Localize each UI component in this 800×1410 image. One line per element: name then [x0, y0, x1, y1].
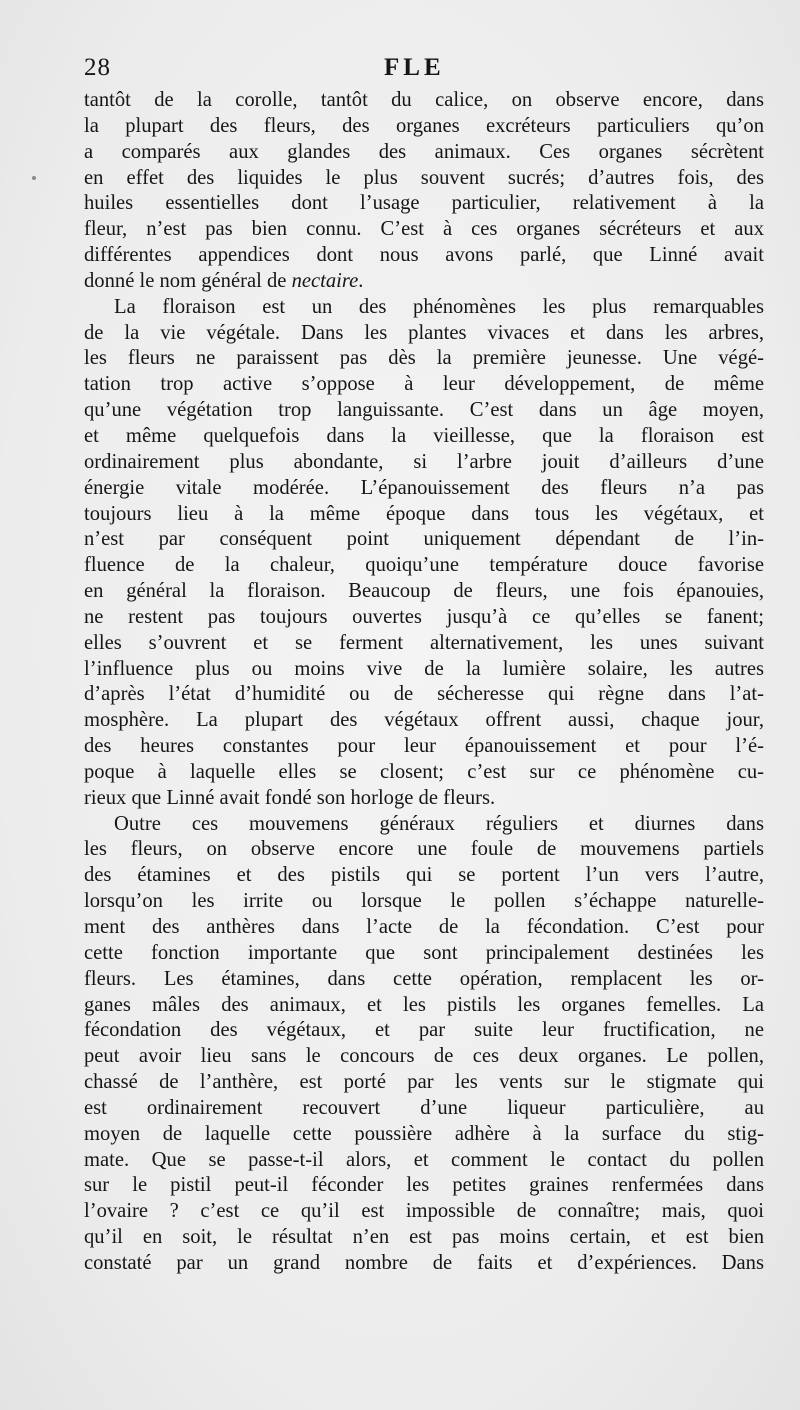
- text-line: énergie vitale modérée. L’épanouissement des fleurs n’a pas: [84, 476, 764, 499]
- text-line: ment des anthères dans l’acte de la fécondation. C’est pour: [84, 916, 764, 938]
- running-head: FLE: [384, 54, 445, 81]
- text-line: la plupart des fleurs, des organes excréteurs particuliers qu’on: [84, 114, 764, 137]
- ink-speck: [32, 176, 36, 180]
- text-line: d’après l’état d’humidité ou de sécheresse qui règne dans l’at-: [84, 683, 764, 706]
- text-line: les fleurs, on observe encore une foule de mouvemens partiels: [84, 838, 764, 861]
- text-line: qu’il en soit, le résultat n’en est pas moins certain, et est bien: [84, 1226, 764, 1249]
- text-line: moyen de laquelle cette poussière adhère à la surface du stig-: [84, 1122, 764, 1145]
- text-line: La floraison est un des phénomènes les plus remarquables: [114, 295, 764, 318]
- text-line: fleur, n’est pas bien connu. C’est à ces organes sécréteurs et aux: [84, 218, 764, 241]
- page-header: [84, 54, 764, 88]
- text-line: les fleurs ne paraissent pas dès la première jeunesse. Une végé-: [84, 347, 764, 370]
- text-line: chassé de l’anthère, est porté par les vents sur le stigmate qui: [84, 1071, 764, 1094]
- text-line: en général la floraison. Beaucoup de fleurs, une fois épanouies,: [84, 580, 764, 603]
- text-line: lorsqu’on les irrite ou lorsque le pollen s’échappe naturelle-: [84, 890, 764, 913]
- text-line: tation trop active s’oppose à leur développement, de même: [84, 373, 764, 396]
- page-number: 28: [84, 54, 111, 81]
- text-line: de la vie végétale. Dans les plantes vivaces et dans les arbres,: [84, 321, 764, 344]
- text-line: fluence de la chaleur, quoiqu’une température douce favorise: [84, 554, 764, 577]
- text-line: l’influence plus ou moins vive de la lumière solaire, les autres: [84, 657, 764, 680]
- text-line: fécondation des végétaux, et par suite leur fructification, ne: [84, 1019, 764, 1042]
- body-text: [84, 88, 764, 1277]
- text-line: fleurs. Les étamines, dans cette opération, remplacent les or-: [84, 967, 764, 990]
- text-line: ordinairement plus abondante, si l’arbre jouit d’ailleurs d’une: [84, 450, 764, 473]
- text-line: tantôt de la corolle, tantôt du calice, on observe encore, dans: [84, 89, 764, 111]
- text-line: l’ovaire ? c’est ce qu’il est impossible de connaître; mais, quoi: [84, 1200, 764, 1223]
- text-line: ganes mâles des animaux, et les pistils les organes femelles. La: [84, 993, 764, 1016]
- text-line: huiles essentielles dont l’usage particulier, relativement à la: [84, 192, 764, 215]
- text-line: toujours lieu à la même époque dans tous les végétaux, et: [84, 502, 764, 525]
- text-line: rieux que Linné avait fondé son horloge de fleurs.: [84, 786, 496, 809]
- text-line: constaté par un grand nombre de faits et d’expériences. Dans: [84, 1251, 764, 1274]
- text-line: et même quelquefois dans la vieillesse, que la floraison est: [84, 424, 764, 447]
- text-line: cette fonction importante que sont principalement destinées les: [84, 941, 764, 964]
- text-line: en effet des liquides le plus souvent sucrés; d’autres fois, des: [84, 166, 764, 189]
- text-line: a comparés aux glandes des animaux. Ces organes sécrètent: [84, 140, 764, 163]
- text-line: qu’une végétation trop languissante. C’est dans un âge moyen,: [84, 399, 764, 422]
- italic-term: nectaire: [291, 269, 359, 292]
- text-line: Outre ces mouvemens généraux réguliers et diurnes dans: [114, 812, 764, 835]
- text-line: elles s’ouvrent et se ferment alternativement, les unes suivant: [84, 631, 764, 654]
- text-line: n’est par conséquent point uniquement dépendant de l’in-: [84, 528, 764, 551]
- text-line: donné le nom général de nectaire.: [84, 269, 364, 292]
- text-line: des heures constantes pour leur épanouissement et pour l’é-: [84, 735, 764, 758]
- text-line: poque à laquelle elles se closent; c’est sur ce phénomène cu-: [84, 760, 764, 783]
- text-line: peut avoir lieu sans le concours de ces deux organes. Le pollen,: [84, 1045, 764, 1068]
- text-line: sur le pistil peut-il féconder les petites graines renfermées dans: [84, 1174, 764, 1197]
- text-line: différentes appendices dont nous avons parlé, que Linné avait: [84, 244, 764, 267]
- text-line: ne restent pas toujours ouvertes jusqu’à ce qu’elles se fanent;: [84, 605, 764, 628]
- text-line: des étamines et des pistils qui se portent l’un vers l’autre,: [84, 864, 764, 887]
- text-line: est ordinairement recouvert d’une liqueur particulière, au: [84, 1096, 764, 1119]
- text-line: mate. Que se passe-t-il alors, et comment le contact du pollen: [84, 1148, 764, 1171]
- text-line: mosphère. La plupart des végétaux offrent aussi, chaque jour,: [84, 709, 764, 732]
